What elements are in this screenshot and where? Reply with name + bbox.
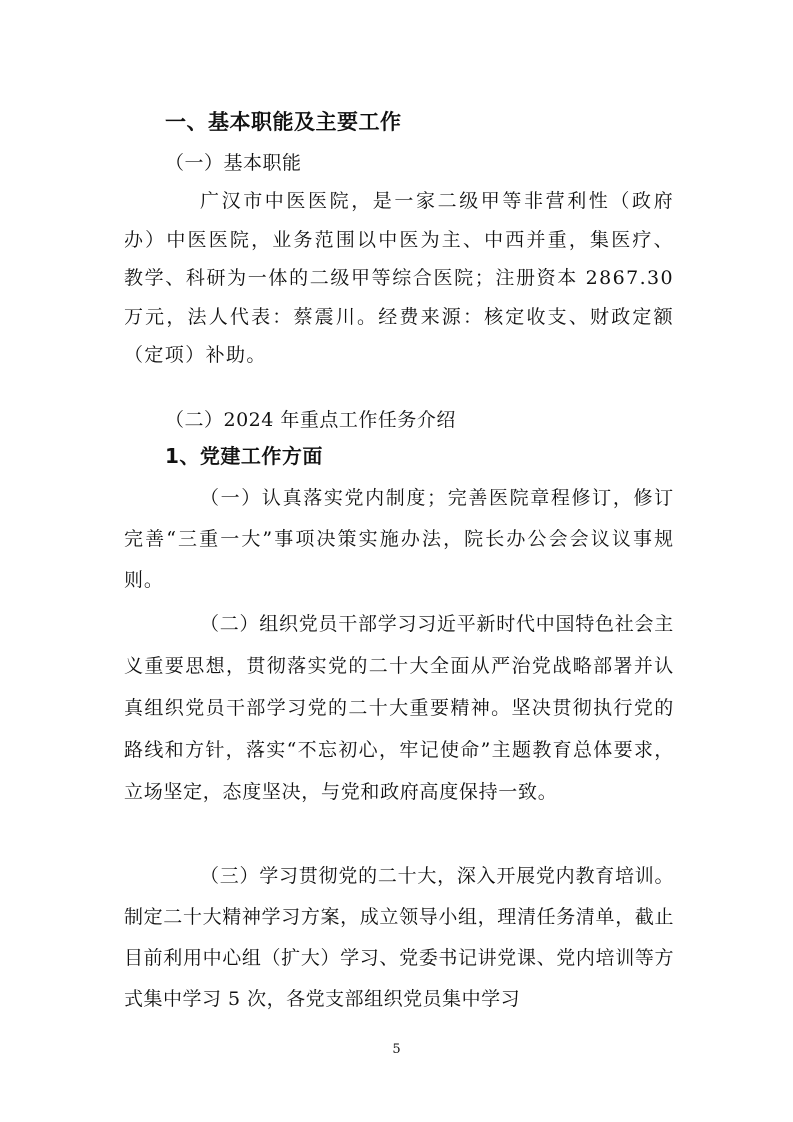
paragraph-party-training: （三）学习贯彻党的二十大，深入开展党内教育培训。制定二十大精神学习方案，成立领导小组，理清任务清单，截止目前利用中心组（扩大）学习、党委书记讲党课、党内培训等方式集中学习 5 次，各党支部组织党员集中学习	[124, 865, 674, 1010]
heading-basic-functions-main-work: 一、基本职能及主要工作	[165, 110, 402, 134]
heading-2024-key-tasks: （二）2024 年重点工作任务介绍	[165, 409, 456, 431]
paragraph-party-study: （二）组织党员干部学习习近平新时代中国特色社会主义重要思想，贯彻落实党的二十大全面从严治党战略部署并认真组织党员干部学习党的二十大重要精神。坚决贯彻执行党的路线和方针，落实“不忘初心，牢记使命”主题教育总体要求，立场坚定，态度坚决，与党和政府高度保持一致。	[124, 613, 674, 803]
heading-party-building: 1、党建工作方面	[165, 444, 323, 468]
paragraph-hospital-overview: 广汉市中医医院，是一家二级甲等非营利性（政府办）中医医院，业务范围以中医为主、中西并重，集医疗、教学、科研为一体的二级甲等综合医院；注册资本 2867.30 万元，法人代表：蔡震川。经费来源：核定收支、财政定额（定项）补助。	[124, 190, 674, 366]
paragraph-party-rules: （一）认真落实党内制度；完善医院章程修订，修订完善“三重一大”事项决策实施办法，院长办公会会议议事规则。	[124, 487, 674, 591]
page-number: 5	[392, 1042, 401, 1057]
heading-basic-functions: （一）基本职能	[165, 152, 302, 174]
